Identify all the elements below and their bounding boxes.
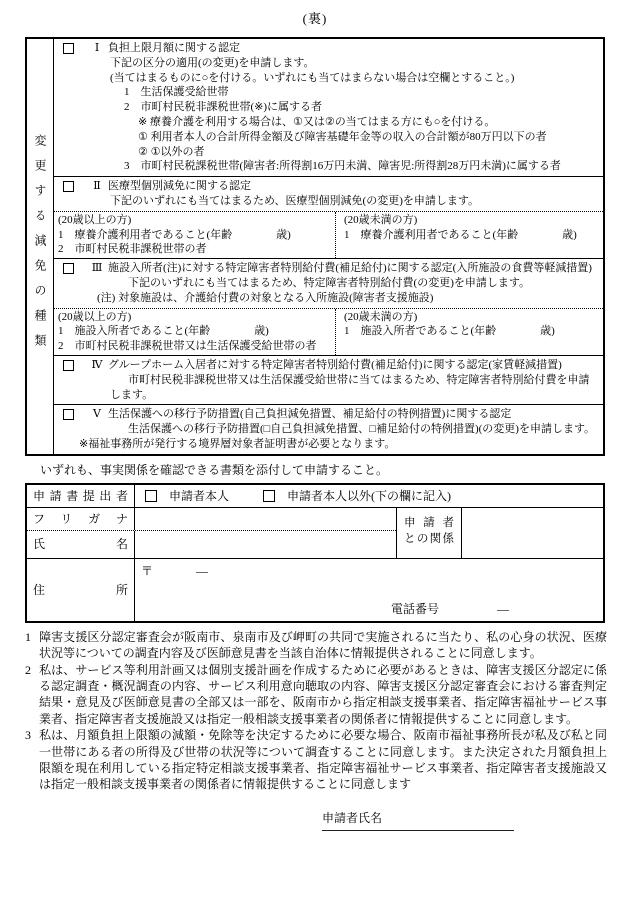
checkbox-applicant-other[interactable] (263, 490, 275, 502)
paragraph-2-text: 私は、サービス等利用計画又は個別支援計画を作成するために必要があるときは、障害支援区分認定に係る認定調査・概況調査の内容、サービス利用意向聴取の内容、障害支援区分認定審査会における審査判定結果・意見及び医師意見書の全部又は一部を、阪南市から指定相談支援事業者、指定障害福祉サービス事業者、指定障害者支援施設又は指定一般相談支援事業者の関係者に情報提供することに同意します。 (39, 662, 607, 726)
paragraph-3-text: 私は、月額負担上限額の減額・免除等を決定するために必要な場合、阪南市福祉事務所長が私及び私と同一世帯にある者の所得及び世帯の状況等について調査することに同意します。また決定された月額負担上限額を現在利用している指定特定相談支援事業者、指定障害福祉サービス事業者、指定障害者支援施設又は指定一般相談支援事業者の関係者に情報提供することに同意します (39, 728, 607, 792)
paragraph-2-number: 2 (25, 662, 31, 677)
section-2-title: 医療型個別減免に関する認定 (108, 180, 251, 193)
section-2-under20-header: (20歳未満の方) (344, 213, 418, 226)
section-3-over20-item-2: 2 市町村民税非課税世帯又は生活保護受給世帯の者 (58, 340, 317, 353)
name-row (27, 531, 396, 558)
section-2-under20-item-1: 1 療養介護利用者であること(年齢 歳) (344, 228, 577, 241)
section-3-over20-header: (20歳以上の方) (58, 310, 132, 323)
consent-paragraph-3 (25, 727, 607, 793)
relation-input[interactable] (462, 508, 603, 558)
section-2 (54, 177, 603, 212)
section-4 (54, 356, 603, 405)
section-3-subtitle: 下記のいずれにも当てはまるため、特定障害者特別給付費(の変更)を申請します。 (128, 276, 531, 289)
section-3-under20-item-1: 1 施設入所者であること(年齢 歳) (344, 325, 555, 338)
section-1-numeral: Ⅰ (94, 42, 100, 54)
option-applicant-other-label: 申請者本人以外(下の欄に記入) (287, 489, 452, 504)
section-1-note: ※ 療養介護を利用する場合は、①又は②の当てはまる方にも○を付ける。 (138, 115, 496, 128)
address-row (27, 559, 603, 621)
section-2-over20-item-2: 2 市町村民税非課税世帯の者 (58, 243, 207, 256)
section-1-instruction: (当てはまるものに○を付ける。いずれにも当てはまらない場合は空欄とすること。) (110, 71, 515, 84)
name-label: 氏名 (27, 531, 135, 558)
reduction-sections (54, 39, 603, 454)
section-3-under20-header: (20歳未満の方) (344, 310, 418, 323)
furigana-label: フリガナ (27, 508, 135, 530)
address-label: 住所 (27, 559, 135, 621)
row-header-text: 変更する減免の種類 (33, 133, 47, 359)
relation-label (396, 508, 462, 558)
furigana-input[interactable] (135, 508, 396, 530)
section-1-item-3: 3 市町村民税課税世帯(障害者:所得割16万円未満、障害児:所得割28万円未満)に属する者 (124, 160, 561, 173)
section-3 (54, 259, 603, 308)
section-2-subtitle: 下記のいずれにも当てはまるため、医療型個別減免(の変更)を申請します。 (110, 194, 480, 207)
section-1-item-2: 2 市町村民税非課税世帯(※)に属する者 (124, 101, 323, 114)
section-4-title: グループホーム入居者に対する特定障害者特別給付費(補足給付)に関する認定(家賃軽減措置) (108, 358, 562, 371)
section-3-note: (注) 対象施設は、介護給付費の対象となる入所施設(障害者支援施設) (97, 291, 434, 304)
consent-paragraph-1 (25, 629, 607, 662)
section-3-title: 施設入所者(注)に対する特定障害者特別給付費(補足給付)に関する認定(入所施設の食費等軽減措置) (108, 262, 592, 275)
section-1-subtitle: 下記の区分の適用(の変更)を申請します。 (110, 56, 315, 69)
section-4-numeral: Ⅳ (91, 358, 103, 371)
table-row-header (27, 39, 54, 454)
checkbox-section-2[interactable] (63, 181, 74, 192)
section-1-title: 負担上限月額に関する認定 (108, 42, 240, 54)
option-applicant-self (145, 487, 229, 504)
name-rows (27, 508, 603, 559)
section-1 (54, 39, 603, 177)
postal-line (141, 562, 597, 579)
section-1-item-1: 1 生活保護受給世帯 (124, 86, 229, 99)
postal-mark: 〒 (141, 563, 154, 578)
phone-dash: — (497, 601, 510, 616)
relation-label-line2: との関係 (404, 532, 454, 545)
section-1-subitem-1: ① 利用者本人の合計所得金額及び障害基礎年金等の収入の合計額が80万円以下の者 (138, 130, 547, 143)
applicant-name-label: 申請者氏名 (322, 810, 383, 825)
postal-dash: — (196, 563, 209, 578)
phone-label: 電話番号 (391, 601, 440, 616)
section-3-numeral: Ⅲ (91, 262, 103, 275)
section-4-subtitle: 市町村民税非課税世帯又は生活保護受給世帯に当てはまるため、特定障害者特別給付費を申請します。 (110, 373, 590, 401)
section-2-over20-header: (20歳以上の方) (58, 213, 132, 226)
section-3-over20-cell (54, 309, 336, 355)
attachment-note: いずれも、事実関係を確認できる書類を添付して申請すること。 (40, 462, 389, 477)
section-2-under20-cell (336, 212, 603, 258)
address-input[interactable] (135, 559, 603, 621)
paragraph-1-number: 1 (25, 629, 31, 644)
section-2-over20-item-1: 1 療養介護利用者であること(年齢 歳) (58, 228, 291, 241)
checkbox-applicant-self[interactable] (145, 490, 157, 502)
checkbox-section-5[interactable] (63, 409, 74, 420)
consent-paragraphs (25, 629, 607, 793)
section-5 (54, 405, 603, 453)
reduction-type-table (25, 37, 605, 456)
paragraph-1-text: 障害支援区分認定審査会が阪南市、泉南市及び岬町の共同で実施されるに当たり、私の心身の状況、医療状況等についての調査内容及び医師意見書を当該自治体に情報提供されることに同意します。 (39, 629, 607, 661)
option-applicant-self-label: 申請者本人 (169, 489, 230, 504)
section-3-under20-cell (336, 309, 603, 355)
section-2-criteria (54, 212, 603, 259)
page-side-label: (裏) (302, 11, 328, 26)
section-2-over20-cell (54, 212, 336, 258)
option-applicant-other (263, 487, 451, 504)
section-1-subitem-2: ② ①以外の者 (138, 145, 205, 158)
section-3-over20-item-1: 1 施設入所者であること(年齢 歳) (58, 325, 269, 338)
section-5-numeral: Ⅴ (93, 408, 101, 421)
section-5-subtitle: 生活保護への移行予防措置(□自己負担減免措置、□補足給付の特例措置)(の変更)を申請します。 (128, 423, 596, 436)
phone-line (141, 600, 597, 617)
checkbox-section-4[interactable] (63, 360, 74, 371)
section-2-numeral: Ⅱ (93, 180, 101, 193)
checkbox-section-1[interactable] (63, 43, 74, 54)
section-5-title: 生活保護への移行予防措置(自己負担減免措置、補足給付の特例措置)に関する認定 (108, 408, 512, 421)
submitter-row (27, 485, 603, 508)
consent-paragraph-2 (25, 662, 607, 728)
section-3-criteria (54, 309, 603, 356)
furigana-row (27, 508, 396, 531)
name-input[interactable] (135, 531, 396, 558)
checkbox-section-3[interactable] (63, 263, 74, 274)
paragraph-3-number: 3 (25, 728, 31, 743)
relation-label-line1: 申請者 (404, 516, 454, 529)
section-5-note: ※福祉事務所が発行する境界層対象者証明書が必要となります。 (79, 437, 396, 450)
applicant-table (25, 483, 605, 623)
applicant-name-field[interactable] (322, 809, 514, 831)
submitter-options (135, 485, 603, 507)
submitter-label: 申請書提出者 (27, 485, 135, 507)
